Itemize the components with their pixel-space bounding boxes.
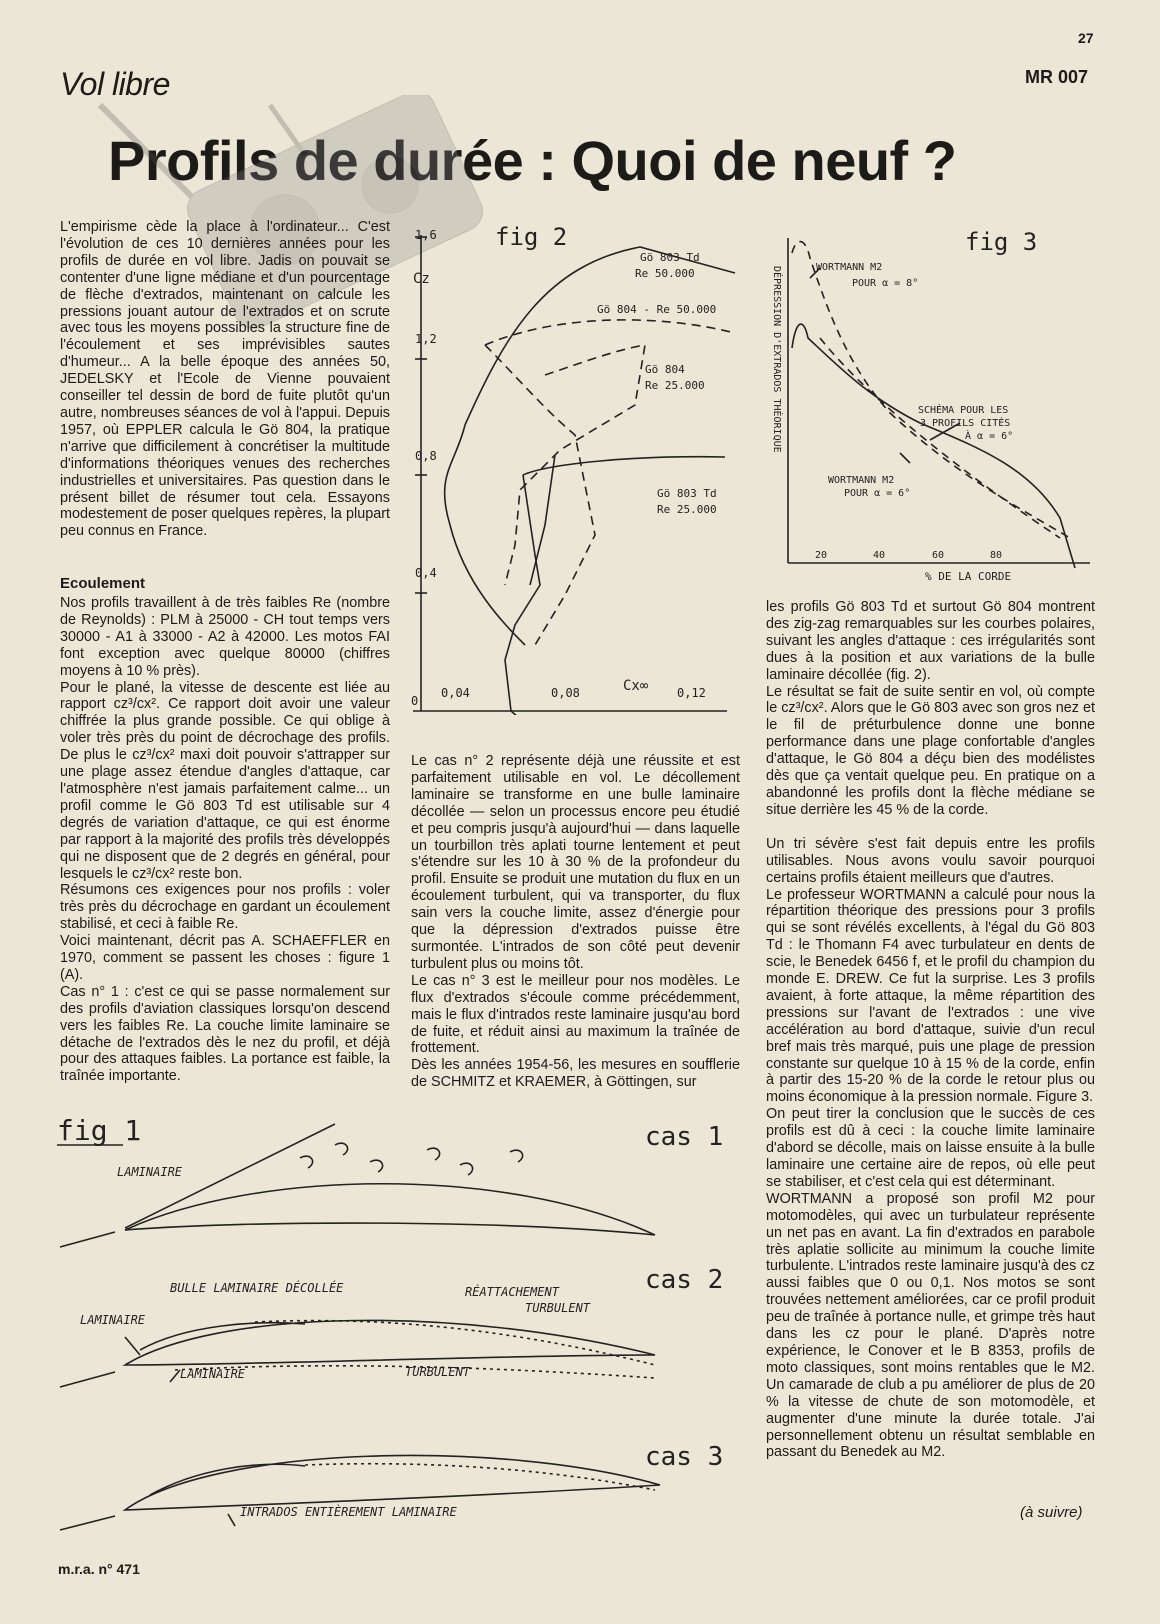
page-number: 27	[1078, 30, 1094, 46]
fig1-annotation: INTRADOS ENTIÈREMENT LAMINAIRE	[240, 1505, 457, 1519]
paragraph: Cas n° 1 : c'est ce qui se passe normalement sur des profils d'aviation classiques lorsqu'on descend vers les faibles Re. La couche limite laminaire se détache de l'extrados dès le nez du profil, et déjà pour des attaques faibles. La portance est faible, la traînée importante.	[60, 983, 390, 1085]
issue-code: MR 007	[1025, 67, 1089, 87]
paragraph: On peut tirer la conclusion que le succès de ces profils est dû à ceci : la couche limite laminaire d'abord se décolle, mais on laisse ensuite à la bulle laminaire une certaine aire de repos, où elle peut se stabiliser, et c'est cela qui est déterminant.	[766, 1106, 1095, 1190]
fig1-annotation: TURBULENT	[405, 1365, 471, 1379]
fig3-annotation: POUR α = 8°	[852, 278, 919, 289]
fig3-annotation: 3 PROFILS CITÉS	[920, 418, 1011, 429]
paragraph: Un tri sévère s'est fait depuis entre les profils utilisables. Nous avons voulu savoir pourquoi certains profils étaient meilleurs que d'autres.	[766, 835, 1095, 886]
fig2-labels	[411, 225, 717, 708]
figure-2	[405, 225, 750, 715]
paragraph: Nos profils travaillent à de très faibles Re (nombre de Reynolds) : PLM à 25000 - CH tout temps vers 30000 - A1 à 33000 - A2 à 42000. Les motos FAI font exception avec quelque 80000 (chiffres moyens à 10 % près).	[60, 595, 390, 679]
fig2-curve-label: Re 50.000	[635, 267, 695, 280]
fig1-annotation: LAMINAIRE	[117, 1165, 183, 1179]
intro-paragraph: L'empirisme cède la place à l'ordinateur... C'est l'évolution de ces 10 dernières années pour les profils de durée en vol libre. Jadis on pouvait se contenter d'une ligne médiane et d'un pourcentage de flèche d'extrados, maintenant on calcule les pressions jouant autour de l'extrados et on scrute avec tous les moyens possibles la structure fine de l'écoulement et ses imprévisibles sautes d'humeur... A la belle époque des années 50, JEDELSKY et l'Ecole de Vienne pouvaient conseiller tel dessin de bord de fuite plutôt qu'un autre, nombreuses séances de vol à l'appui. Depuis 1957, où EPPLER calcula le Gö 804, la pratique n'arrive que difficilement à concrétiser la multitude d'informations théoriques venues des recherches industrielles et universitaires. Pas question dans le présent billet de résumer tout cela. Essayons modestement de poser quelques repères, la plupart peu connus en France.	[60, 219, 390, 540]
fig3-annotation: POUR α = 6°	[844, 488, 911, 499]
fig3-x-label: % DE LA CORDE	[925, 570, 1012, 583]
paragraph: Le professeur WORTMANN a calculé pour nous la répartition théorique des pressions pour 3 profils qui se sont révélés excellents, à l'égal du Gö 803 Td : le Thomann F4 avec turbulateur en dents de scie, le Benedek 6456 f, et le profil du champion du monde E. DREW. Ce fut la surprise. Les 3 profils avaient, à forte attaque, la même répartition des pressions sur l'avant de l'extrados : une vive accélération au bord d'attaque, suivie d'un recul bref mais très marqué, puis une plage de pression constante sur quelque 10 à 15 % de la corde, enfin à partir des 15-20 % de la corde le retour plus ou moins économique à la pression normale. Figure 3.	[766, 886, 1095, 1106]
fig2-curve-label: Gö 803 Td	[640, 251, 700, 264]
fig2-y-tick: 1,6	[415, 228, 437, 242]
fig2-x-tick: 0,08	[551, 686, 580, 700]
fig2-curve-label: Re 25.000	[645, 379, 705, 392]
fig3-x-tick: 40	[873, 550, 886, 561]
fig2-x-tick: 0,12	[677, 686, 706, 700]
fig1-annotation: RÉATTACHEMENT	[465, 1285, 559, 1299]
fig3-x-tick: 20	[815, 550, 828, 561]
paragraph: Dès les années 1954-56, les mesures en soufflerie de SCHMITZ et KRAEMER, à Göttingen, sur	[411, 1057, 740, 1091]
paragraph: Le cas n° 2 représente déjà une réussite et est parfaitement utilisable en vol. Le décollement laminaire se transforme en une bulle laminaire décollée — selon un processus encore peu étudié et peu compris jusqu'à aujourd'hui — dans laquelle un tourbillon très aplati tourne lentement et peut s'étendre sur les 10 à 30 % de la profondeur du profil. Ensuite se produit une mutation du flux en un écoulement turbulent, qui va transporter, du flux sain vers la couche limite, assez d'énergie pour que la dépression d'extrados puisse être surmontée. L'intrados de son côté peut devenir turbulent plus ou moins tôt.	[411, 753, 740, 972]
figure-1	[55, 1110, 745, 1540]
fig3-annotation: WORTMANN M2	[816, 262, 883, 273]
figure-3	[760, 228, 1095, 588]
fig2-curve-label: Gö 804 - Re 50.000	[597, 303, 717, 316]
fig3-annotation: WORTMANN M2	[828, 475, 895, 486]
section-title: Vol libre	[60, 66, 170, 102]
column-3-body	[766, 599, 1095, 1461]
paragraph: Résumons ces exigences pour nos profils : voler très près du décrochage en gardant un écoulement stabilisé, et ceci à faible Re.	[60, 882, 390, 933]
fig2-x-tick: 0	[411, 694, 419, 708]
fig2-y-label: Cz	[413, 271, 430, 287]
fig2-y-tick: 0,4	[415, 566, 437, 580]
cas-3-label: cas 3	[645, 1442, 724, 1472]
cas-2-label: cas 2	[645, 1265, 724, 1295]
column-2-body	[411, 753, 740, 1091]
footer-magazine-ref: m.r.a. n° 471	[58, 1561, 140, 1577]
fig3-x-tick: 80	[990, 550, 1003, 561]
fig3-annotation: SCHÉMA POUR LES	[918, 405, 1009, 416]
fig3-label: fig 3	[965, 228, 1038, 256]
fig1-annotation: LAMINAIRE	[80, 1313, 146, 1327]
fig3-x-tick: 60	[932, 550, 945, 561]
article-title: Profils de durée : Quoi de neuf ?	[108, 129, 957, 192]
paragraph: Pour le plané, la vitesse de descente est liée au rapport cz³/cx². Ce rapport doit avoir une valeur chiffrée la plus grande possible. Ce qui oblige à voler très près du point de décrochage des profils. De plus le cz³/cx² maxi doit pouvoir s'attrapper sur une plage assez étendue d'angles d'attaque, car l'atmosphère n'est jamais parfaitement calme... un profil comme le Gö 803 Td est utilisable sur 4 degrés de variation d'attaque, ce qui est énorme par rapport à la majorité des profils très développés qui ne disposent que de 2 degrés en général, pour lesquels le cz³/cx² reste bon.	[60, 679, 390, 882]
fig2-curve-label: Gö 803 Td	[657, 487, 717, 500]
fig2-label: fig 2	[495, 225, 568, 251]
cas-1-label: cas 1	[645, 1122, 724, 1152]
fig3-y-label: DÉPRESSION D'EXTRADOS THÉORIQUE	[771, 266, 782, 453]
paragraph: WORTMANN a proposé son profil M2 pour motomodèles, qui avec un turbulateur représente un net pas en avant. La fin d'extrados en parabole très aplatie sollicite au minimum la couche limite turbulente. L'intrados reste laminaire jusqu'à des cz aussi faibles que 0 ou 0,1. Nos motos se sont trouvées nettement améliorées, car ce profil produit peu de traînée à portance nulle, et grimpe très haut dans les cz pour le plané. D'après notre expérience, le Conover et le B 8353, profils de moto classiques, sont moins rentables que le M2. Un camarade de club a pu améliorer de plus de 20 % la vitesse de chute de son motomodèle, et augmenter d'une minute la durée totale. J'ai personnellement obtenu un résultat semblable en passant du Benedek au M2.	[766, 1190, 1095, 1461]
heading-ecoulement: Ecoulement	[60, 575, 146, 592]
fig1-annotation: BULLE LAMINAIRE DÉCOLLÉE	[170, 1281, 344, 1295]
fig3-labels	[771, 228, 1037, 583]
fig2-x-label: Cx∞	[623, 678, 649, 694]
fig2-curve-label: Gö 804	[645, 363, 685, 376]
fig1-annotation: TURBULENT	[525, 1301, 591, 1315]
fig1-annotation: LAMINAIRE	[180, 1367, 246, 1381]
paragraph: les profils Gö 803 Td et surtout Gö 804 montrent des zig-zag remarquables sur les courbes polaires, suivant les angles d'attaque : ces irrégularités sont dues à la position et aux variations de la bulle laminaire décollée (fig. 2).	[766, 599, 1095, 683]
fig2-curve-label: Re 25.000	[657, 503, 717, 516]
paragraph: Voici maintenant, décrit pas A. SCHAEFFLER en 1970, comment se passent les choses : figure 1 (A).	[60, 933, 390, 983]
paragraph: Le cas n° 3 est le meilleur pour nos modèles. Le flux d'extrados s'écoule comme précédemment, mais le flux d'intrados reste laminaire jusqu'au bord de fuite, et réduit ainsi au maximum la traînée de frottement.	[411, 972, 740, 1057]
column-1-body	[60, 595, 390, 1085]
to-be-continued: (à suivre)	[1020, 1504, 1083, 1521]
fig2-x-tick: 0,04	[441, 686, 470, 700]
fig1-label: fig 1	[57, 1114, 142, 1147]
paragraph: Le résultat se fait de suite sentir en vol, où compte le cz³/cx². Alors que le Gö 803 avec son gros nez et le fil de préturbulence donne une bonne performance dans une plage confortable d'angles d'attaque, le Gö 804 a déçu bien des modélistes dès que ça ventait quelque peu. En pratique on a abandonné les profils dont la flèche médiane se situe derrière les 45 % de la corde.	[766, 683, 1095, 818]
fig1-labels	[57, 1114, 723, 1519]
fig2-y-tick: 1,2	[415, 332, 437, 346]
fig3-annotation: À α = 6°	[965, 431, 1014, 442]
fig2-y-tick: 0,8	[415, 449, 437, 463]
